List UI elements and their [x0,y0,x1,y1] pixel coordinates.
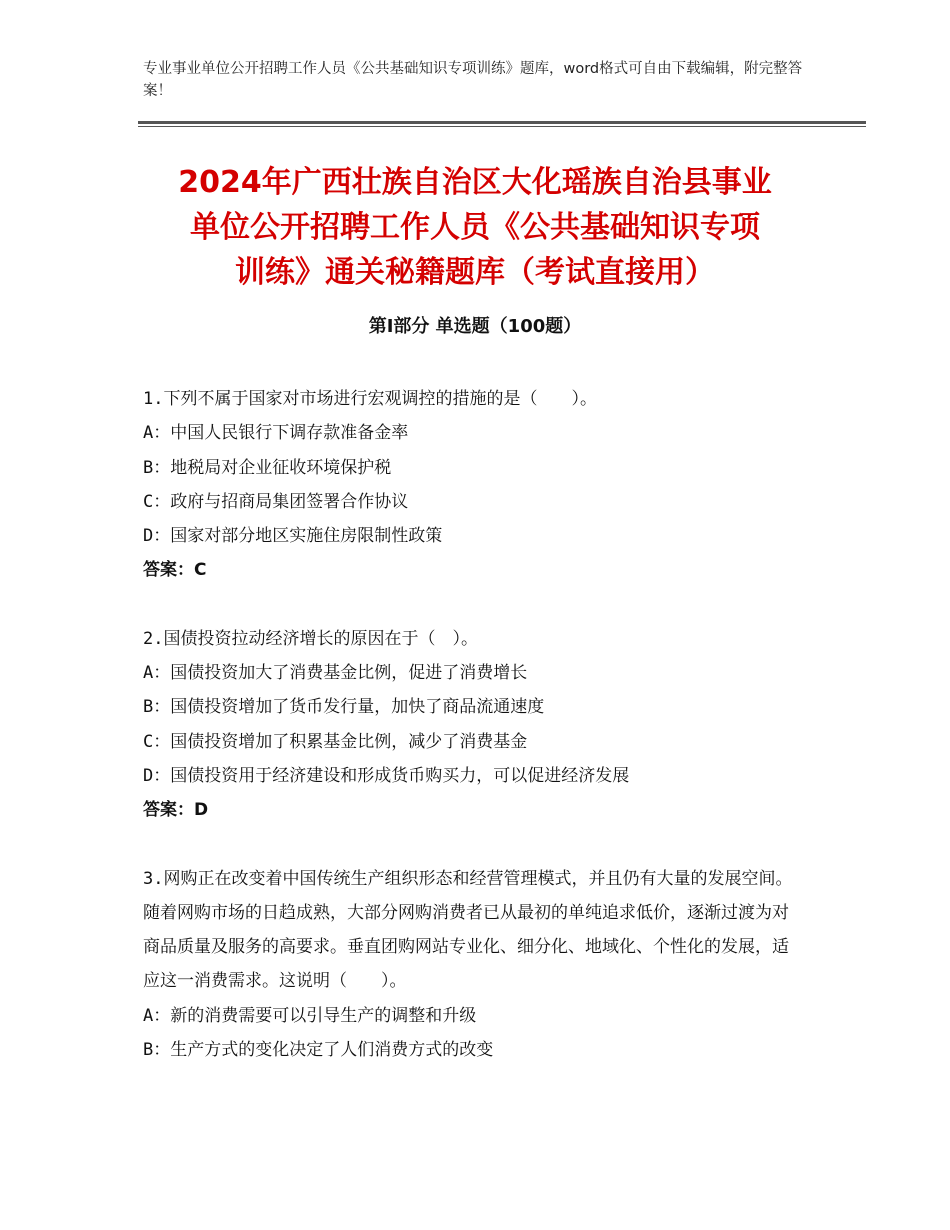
option-a: A：新的消费需要可以引导生产的调整和升级 [143,1005,477,1026]
answer: 答案：C [143,560,207,581]
option-a: A：国债投资加大了消费基金比例，促进了消费增长 [143,663,528,684]
option-b: B：国债投资增加了货币发行量，加快了商品流通速度 [143,697,545,718]
header-note: 专业事业单位公开招聘工作人员《公共基础知识专项训练》题库，word格式可自由下载编辑，附完整答案！ [143,61,803,99]
title-line-2: 单位公开招聘工作人员《公共基础知识专项 [190,210,760,245]
question-list [143,382,803,1101]
header-divider-thick [138,121,866,124]
option-d: D：国家对部分地区实施住房限制性政策 [143,526,443,547]
option-b: B：地税局对企业征收环境保护税 [143,457,392,478]
option-a: A：中国人民银行下调存款准备金率 [143,423,409,444]
question-1 [143,382,803,588]
section-title: 第Ⅰ部分 单选题（100题） [368,316,582,337]
option-d: D：国债投资用于经济建设和形成货币购买力，可以促进经济发展 [143,765,630,786]
answer: 答案：D [143,800,209,821]
title-line-1: 2024年广西壮族自治区大化瑶族自治县事业 [178,165,772,200]
title-line-3: 训练》通关秘籍题库（考试直接用） [235,255,715,290]
option-c: C：政府与招商局集团签署合作协议 [143,491,409,512]
option-c: C：国债投资增加了积累基金比例，减少了消费基金 [143,731,528,752]
question-2 [143,622,803,828]
question-text: 1.下列不属于国家对市场进行宏观调控的措施的是（ ）。 [143,389,597,409]
question-3 [143,862,803,1068]
option-b: B：生产方式的变化决定了人们消费方式的改变 [143,1040,494,1061]
document-title [100,160,850,295]
header-divider-thin [138,126,866,127]
question-text: 2.国债投资拉动经济增长的原因在于（ ）。 [143,628,478,649]
question-text: 3.网购正在改变着中国传统生产组织形态和经营管理模式，并且仍有大量的发展空间。随着网购市场的日趋成熟，大部分网购消费者已从最初的单纯追求低价，逐渐过渡为对商品质量及服务的高要求。垂直团购网站专业化、细分化、地域化、个性化的发展，适应这一消费需求。这说明（ ）。 [143,868,793,992]
